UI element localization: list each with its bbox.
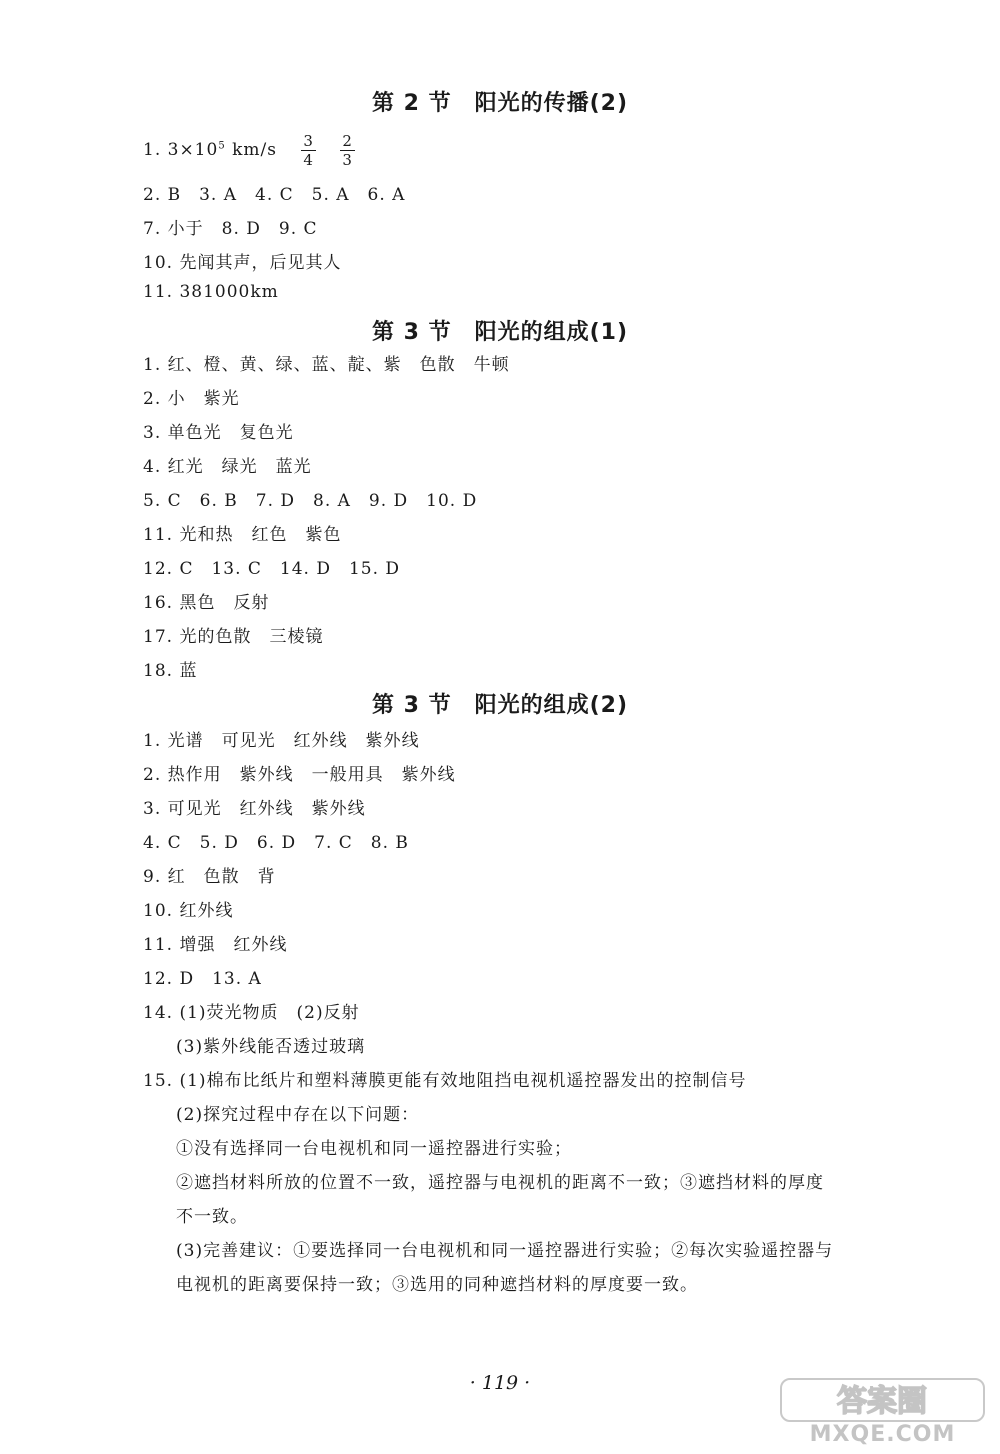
answer-line: 10. 先闻其声，后见其人	[143, 253, 342, 273]
fraction	[301, 132, 316, 169]
answer-line: (3)完善建议：①要选择同一台电视机和同一遥控器进行实验；②每次实验遥控器与	[176, 1241, 834, 1261]
section-title: 第 2 节 阳光的传播(2)	[371, 91, 629, 116]
fraction-numerator: 2	[342, 132, 353, 150]
answer-line: 11. 增强 红外线	[143, 935, 288, 955]
answer-line: 12. C 13. C 14. D 15. D	[143, 559, 401, 579]
q1-prefix: 1. 3×10	[143, 140, 219, 160]
watermark-logo-icon	[780, 1378, 985, 1422]
watermark	[780, 1378, 985, 1450]
answer-line: 电视机的距离要保持一致；③选用的同种遮挡材料的厚度要一致。	[176, 1275, 698, 1295]
watermark-logo-text: 答案圈	[837, 1384, 927, 1419]
fraction	[340, 132, 355, 169]
fraction-denominator: 3	[342, 151, 353, 169]
answer-line: ①没有选择同一台电视机和同一遥控器进行实验；	[176, 1139, 572, 1159]
answer-line: 18. 蓝	[143, 661, 198, 681]
answer-line: 10. 红外线	[143, 901, 234, 921]
answer-line: 9. 红 色散 背	[143, 867, 276, 887]
fraction-denominator: 4	[303, 151, 314, 169]
answer-line: 7. 小于 8. D 9. C	[143, 219, 318, 239]
answer-line: 12. D 13. A	[143, 969, 262, 989]
answer-line: 14. (1)荧光物质 (2)反射	[143, 1003, 360, 1023]
q1-exponent: 5	[218, 140, 226, 152]
answer-line: 16. 黑色 反射	[143, 593, 270, 613]
answer-line: 4. C 5. D 6. D 7. C 8. B	[143, 833, 409, 853]
q1-unit: km/s	[225, 140, 277, 160]
answer-line: 3. 单色光 复色光	[143, 423, 294, 443]
answer-line-q1	[143, 132, 355, 169]
answer-line: 11. 光和热 红色 紫色	[143, 525, 342, 545]
fraction-numerator: 3	[303, 132, 314, 150]
answer-line: 1. 红、橙、黄、绿、蓝、靛、紫 色散 牛顿	[143, 355, 510, 375]
answer-line: 17. 光的色散 三棱镜	[143, 627, 324, 647]
answer-line: 15. (1)棉布比纸片和塑料薄膜更能有效地阻挡电视机遥控器发出的控制信号	[143, 1071, 747, 1091]
answer-line: 11. 381000km	[143, 282, 279, 302]
section-title: 第 3 节 阳光的组成(2)	[371, 693, 629, 718]
page-number: · 119 ·	[469, 1372, 531, 1394]
answer-line: (2)探究过程中存在以下问题：	[176, 1105, 420, 1125]
answer-line: 5. C 6. B 7. D 8. A 9. D 10. D	[143, 491, 478, 511]
answer-line: 1. 光谱 可见光 红外线 紫外线	[143, 731, 420, 751]
answer-line: 不一致。	[176, 1207, 248, 1227]
section-title: 第 3 节 阳光的组成(1)	[371, 320, 629, 345]
answer-line: 2. 小 紫光	[143, 389, 240, 409]
answer-line: 2. B 3. A 4. C 5. A 6. A	[143, 185, 406, 205]
answer-line: 3. 可见光 红外线 紫外线	[143, 799, 366, 819]
answer-line: ②遮挡材料所放的位置不一致，遥控器与电视机的距离不一致；③遮挡材料的厚度	[176, 1173, 824, 1193]
watermark-url: MXQE.COM	[809, 1422, 956, 1447]
answer-line: 4. 红光 绿光 蓝光	[143, 457, 312, 477]
answer-line: (3)紫外线能否透过玻璃	[176, 1037, 366, 1057]
answer-line: 2. 热作用 紫外线 一般用具 紫外线	[143, 765, 456, 785]
